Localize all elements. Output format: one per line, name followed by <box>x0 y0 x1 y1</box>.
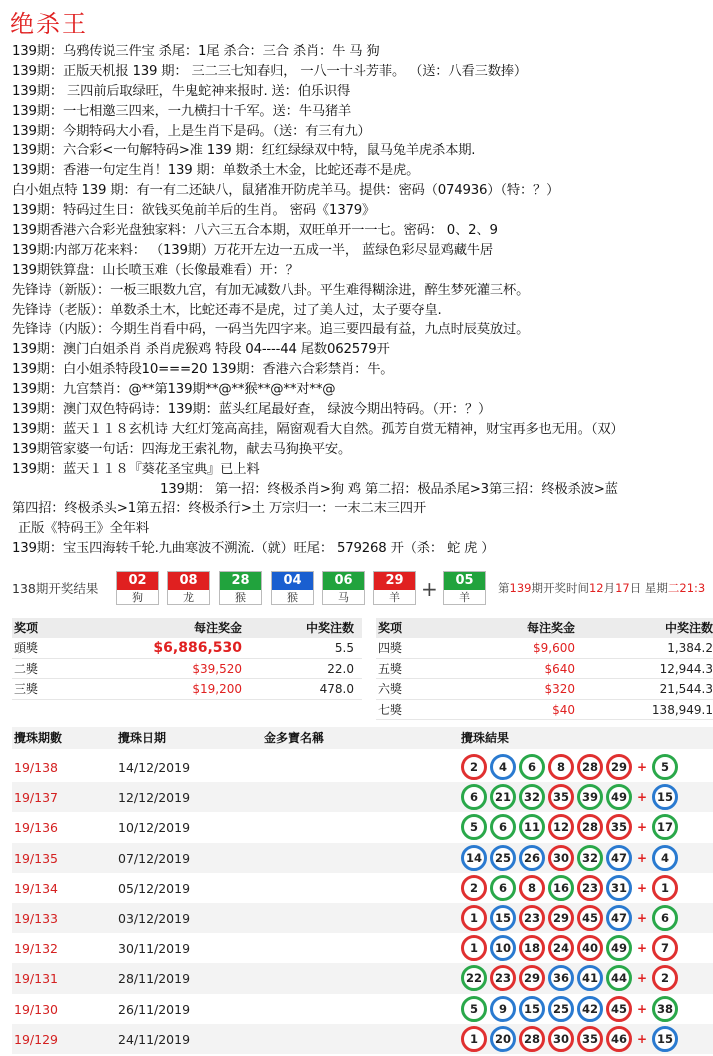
draw-period: 19/138 <box>14 760 58 775</box>
ball-zodiac: 狗 <box>132 591 143 604</box>
text-line: 139期：蓝天１１８『葵花圣宝典』已上料 <box>12 461 260 477</box>
table-row <box>12 903 713 933</box>
number-ball: 32 <box>577 845 603 871</box>
draw-date: 14/12/2019 <box>118 760 191 775</box>
next-day-unit: 日 星期 <box>629 581 668 595</box>
header-name: 奖项 <box>14 621 39 635</box>
number-ball: 25 <box>490 845 516 871</box>
number-ball: 35 <box>577 1026 603 1052</box>
text-line: 先锋诗（新版）：一板三眼数九宫，有加无减数八卦。平生难得糊涂进，醉生梦死灌三杯。 <box>12 282 530 298</box>
next-period: 139 <box>509 581 532 595</box>
text-line: 先锋诗（老版）：单数杀土木，比蛇还毒不是虎，过了美人过，太子要夺皇. <box>12 302 442 318</box>
text-line: 139期：今期特码大小看，上是生肖下是码。（送：有三有九） <box>12 123 371 139</box>
number-ball: 8 <box>548 754 574 780</box>
prize-count: 1,384.2 <box>667 641 713 655</box>
draw-date: 03/12/2019 <box>118 911 191 926</box>
text-line: 白小姐点特 139 期：有一有二还缺八，鼠猪准开防虎羊马。提供：密码（074936）（特：？） <box>12 183 560 199</box>
number-ball: 28 <box>577 814 603 840</box>
prize-header <box>376 618 713 638</box>
text-line: 先锋诗（内版）：今期生肖看中码，一码当先四字来。追三要四最有益，九点时辰莫放过。 <box>12 322 530 338</box>
number-ball: 24 <box>548 935 574 961</box>
extra-ball: 2 <box>652 965 678 991</box>
result-ball <box>219 571 262 605</box>
draw-date: 07/12/2019 <box>118 850 191 866</box>
number-ball: 5 <box>461 996 487 1022</box>
draw-period: 19/137 <box>14 790 58 806</box>
next-day: 17 <box>615 581 630 595</box>
ball-number: 05 <box>444 572 485 590</box>
number-ball: 18 <box>519 935 545 961</box>
number-ball: 6 <box>519 754 545 780</box>
extra-ball: 4 <box>652 845 678 871</box>
prize-count: 478.0 <box>319 682 354 696</box>
extra-ball: 7 <box>652 935 678 961</box>
number-ball: 42 <box>577 996 603 1022</box>
table-row <box>12 963 713 993</box>
text-line: 139期管家婆一句话：四海龙王索礼物，献去马狗换平安。 <box>12 441 352 457</box>
number-ball: 28 <box>519 1026 545 1052</box>
result-ball <box>322 571 365 605</box>
prize-count: 21,544.3 <box>659 682 713 696</box>
result-ball <box>116 571 159 605</box>
number-ball: 28 <box>577 754 603 780</box>
prize-table-left <box>12 618 362 700</box>
draw-date: 26/11/2019 <box>118 1001 191 1017</box>
text-line: 139期：宝玉四海转千轮.九曲寒波不溯流.（就）旺尾： 579268 开（杀： 蛇 虎 ） <box>12 541 495 557</box>
number-ball: 26 <box>519 845 545 871</box>
header-count: 中奖注数 <box>305 621 354 635</box>
number-ball: 11 <box>519 814 545 840</box>
number-ball: 1 <box>461 1026 487 1052</box>
plus-sign: + <box>636 880 648 895</box>
table-row <box>12 812 713 842</box>
number-ball: 20 <box>490 1026 516 1052</box>
number-ball: 25 <box>548 996 574 1022</box>
header-amount: 每注奖金 <box>526 621 575 635</box>
number-ball: 35 <box>548 784 574 810</box>
table-row <box>12 994 713 1024</box>
prize-amount: $640 <box>544 661 575 676</box>
text-line: 139期：九宫禁肖：@**第139期**@**猴**@**对**@ <box>12 382 336 398</box>
prize-amount: $6,886,530 <box>153 640 242 656</box>
number-ball: 32 <box>519 784 545 810</box>
draw-period: 19/130 <box>14 1001 58 1017</box>
prize-amount: $320 <box>544 682 575 696</box>
text-line: 139期：乌鸦传说三件宝 杀尾：1尾 杀合：三合 杀肖：牛 马 狗 <box>12 44 380 59</box>
text-line: 正版《特码王》全年料 <box>18 521 149 537</box>
extra-ball: 17 <box>652 814 678 840</box>
next-month: 12 <box>588 581 604 595</box>
header-amount: 每注奖金 <box>193 621 242 635</box>
prize-row <box>12 638 362 659</box>
draw-date: 28/11/2019 <box>118 971 191 987</box>
plus-sign: + <box>636 911 648 925</box>
number-ball: 49 <box>606 784 632 810</box>
prize-count: 5.5 <box>334 641 354 655</box>
draw-balls <box>461 875 681 901</box>
prize-amount: $9,600 <box>533 641 575 655</box>
text-line: 139期铁算盘：山长喷玉难（长像最难看）开：？ <box>12 262 299 278</box>
draw-period: 19/132 <box>14 941 58 957</box>
next-prefix: 第 <box>498 581 510 595</box>
next-month-unit: 月 <box>603 581 616 595</box>
draw-period: 19/129 <box>14 1031 58 1047</box>
draw-results-bar <box>0 571 713 607</box>
number-ball: 41 <box>577 965 603 991</box>
text-line: 139期：一七相邀三四来，一九横扫十千军。送：牛马猪羊 <box>12 103 352 119</box>
result-ball <box>271 571 314 605</box>
number-ball: 15 <box>490 905 516 931</box>
draw-label: 138期开奖结果 <box>12 581 99 596</box>
ball-number: 29 <box>374 572 415 590</box>
extra-ball: 1 <box>652 875 678 901</box>
ball-number: 06 <box>323 572 364 590</box>
draw-date: 05/12/2019 <box>118 880 191 896</box>
draw-date: 30/11/2019 <box>118 941 191 957</box>
next-mid: 期开奖时间 <box>531 581 589 595</box>
prize-count: 138,949.1 <box>651 702 713 717</box>
number-ball: 6 <box>490 875 516 901</box>
number-ball: 10 <box>490 935 516 961</box>
text-line: 139期：六合彩<一句解特码>准 139 期：红红绿绿双中特，鼠马兔羊虎杀本期. <box>12 143 476 159</box>
table-row <box>12 752 713 782</box>
ball-zodiac: 猴 <box>235 591 246 604</box>
text-line: 139期：澳门白姐杀肖 杀肖虎猴鸡 特段 04----44 尾数062579开 <box>12 342 390 358</box>
ball-zodiac: 龙 <box>183 591 194 604</box>
number-ball: 39 <box>577 784 603 810</box>
draw-balls <box>461 935 681 961</box>
prize-name: 頭獎 <box>14 641 39 655</box>
extra-ball: 5 <box>652 754 678 780</box>
draw-balls <box>461 905 681 931</box>
header-name: 奖项 <box>378 621 403 635</box>
header-period: 攪珠期數 <box>14 731 63 745</box>
prize-name: 四獎 <box>378 641 403 655</box>
plus-sign: + <box>421 577 438 601</box>
number-ball: 4 <box>490 754 516 780</box>
number-ball: 23 <box>519 905 545 931</box>
history-header <box>12 727 713 749</box>
table-row <box>12 933 713 963</box>
prize-name: 三獎 <box>14 682 39 696</box>
draw-period: 19/136 <box>14 820 58 836</box>
number-ball: 40 <box>577 935 603 961</box>
next-weekday: 二21:3 <box>667 581 706 595</box>
header-results: 攪珠結果 <box>461 731 510 745</box>
ball-number: 08 <box>168 572 209 590</box>
prize-header <box>12 618 362 638</box>
draw-date: 24/11/2019 <box>118 1031 191 1047</box>
number-ball: 44 <box>606 965 632 991</box>
draw-balls <box>461 845 681 871</box>
number-ball: 6 <box>490 814 516 840</box>
prize-amount: $19,200 <box>192 682 242 696</box>
ball-zodiac: 羊 <box>459 591 470 604</box>
text-line: 第四招：终极杀头>1第五招：终极杀行>土 万宗归一：一末二末三四开 <box>12 501 426 517</box>
prize-name: 五獎 <box>378 661 403 676</box>
number-ball: 29 <box>548 905 574 931</box>
number-ball: 47 <box>606 905 632 931</box>
number-ball: 1 <box>461 935 487 961</box>
number-ball: 31 <box>606 875 632 901</box>
plus-sign: + <box>636 790 648 805</box>
draw-period: 19/131 <box>14 971 58 987</box>
text-line: 139期： 第一招：终极杀肖>狗 鸡 第二招：极品杀尾>3第三招：终极杀波>蓝 <box>160 481 618 497</box>
number-ball: 35 <box>606 814 632 840</box>
number-ball: 45 <box>577 905 603 931</box>
draw-balls <box>461 814 681 840</box>
prize-row <box>12 679 362 700</box>
header-date: 攪珠日期 <box>118 731 167 745</box>
text-line: 139期：香港一句定生肖！139 期：单数杀土木金，比蛇还毒不是虎。 <box>12 163 420 179</box>
number-ball: 36 <box>548 965 574 991</box>
number-ball: 12 <box>548 814 574 840</box>
page-title: 绝杀王 <box>10 10 88 38</box>
prize-amount: $40 <box>552 702 575 717</box>
number-ball: 21 <box>490 784 516 810</box>
number-ball: 1 <box>461 905 487 931</box>
table-row <box>12 1024 713 1054</box>
draw-balls <box>461 1026 681 1052</box>
prize-row <box>12 659 362 680</box>
prize-table-right <box>376 618 713 720</box>
header-name: 金多寶名稱 <box>264 731 325 745</box>
table-row <box>12 782 713 812</box>
table-row <box>12 843 713 873</box>
number-ball: 23 <box>577 875 603 901</box>
text-line: 139期：白小姐杀特段10===20 139期：香港六合彩禁肖：牛。 <box>12 362 394 378</box>
result-ball <box>167 571 210 605</box>
draw-period: 19/133 <box>14 911 58 926</box>
number-ball: 2 <box>461 875 487 901</box>
ball-number: 02 <box>117 572 158 590</box>
number-ball: 30 <box>548 845 574 871</box>
ball-number: 28 <box>220 572 261 590</box>
number-ball: 15 <box>519 996 545 1022</box>
plus-sign: + <box>636 1031 648 1046</box>
header-count: 中奖注数 <box>664 621 713 635</box>
extra-ball: 15 <box>652 1026 678 1052</box>
text-line: 139期： 三四前后取绿旺，牛鬼蛇神来报时. 送：伯乐识得 <box>12 83 351 99</box>
draw-balls <box>461 965 681 991</box>
number-ball: 46 <box>606 1026 632 1052</box>
prize-count: 12,944.3 <box>659 661 713 676</box>
number-ball: 8 <box>519 875 545 901</box>
prize-name: 六獎 <box>378 682 403 696</box>
number-ball: 5 <box>461 814 487 840</box>
prediction-lines <box>0 42 713 559</box>
number-ball: 29 <box>519 965 545 991</box>
ball-number: 04 <box>272 572 313 590</box>
number-ball: 49 <box>606 935 632 961</box>
result-ball <box>373 571 416 605</box>
draw-date: 10/12/2019 <box>118 820 191 836</box>
text-line: 139期：蓝天１１８玄机诗 大红灯笼高高挂，隔窗观看大自然。孤芳自赏无精神，财宝再多也无用。（双） <box>12 421 624 437</box>
text-line: 139期：正版天机报 139 期： 三二三七知春归， 一八一十斗芳菲。 （送：八看三数捧） <box>12 63 527 79</box>
number-ball: 6 <box>461 784 487 810</box>
text-line: 139期香港六合彩光盘独家料：八六三五合本期，双旺单开一一七。密码： 0、2、9 <box>12 223 498 239</box>
ball-zodiac: 羊 <box>389 591 400 604</box>
plus-sign: + <box>636 820 648 835</box>
prize-name: 七獎 <box>378 702 403 717</box>
number-ball: 9 <box>490 996 516 1022</box>
extra-ball: 38 <box>652 996 678 1022</box>
text-line: 139期：特码过生日：欲钱买兔前羊后的生肖。 密码《1379》 <box>12 203 376 219</box>
number-ball: 14 <box>461 845 487 871</box>
table-row <box>12 873 713 903</box>
ball-zodiac: 猴 <box>287 591 298 604</box>
number-ball: 29 <box>606 754 632 780</box>
number-ball: 22 <box>461 965 487 991</box>
number-ball: 30 <box>548 1026 574 1052</box>
draw-date: 12/12/2019 <box>118 790 191 806</box>
extra-ball: 6 <box>652 905 678 931</box>
plus-sign: + <box>636 850 648 865</box>
draw-balls <box>461 996 681 1022</box>
plus-sign: + <box>636 760 648 774</box>
prize-row <box>376 700 713 721</box>
prize-amount: $39,520 <box>192 661 242 676</box>
number-ball: 2 <box>461 754 487 780</box>
text-line: 139期:内部万花来料： （139期）万花开左边一五成一半， 蓝绿色彩尽显鸡藏牛居 <box>12 242 493 258</box>
prize-count: 22.0 <box>327 661 354 676</box>
number-ball: 16 <box>548 875 574 901</box>
draw-period: 19/135 <box>14 850 58 866</box>
number-ball: 23 <box>490 965 516 991</box>
ball-zodiac: 马 <box>338 591 349 604</box>
plus-sign: + <box>636 1001 648 1016</box>
text-line: 139期：澳门双色特码诗：139期：蓝头红尾最好查， 绿波今期出特码。（开：？） <box>12 402 492 418</box>
plus-sign: + <box>636 941 648 956</box>
draw-balls <box>461 754 681 780</box>
prize-row <box>376 679 713 700</box>
plus-sign: + <box>636 971 648 986</box>
prize-row <box>376 638 713 659</box>
draw-period: 19/134 <box>14 880 58 896</box>
prize-row <box>376 659 713 680</box>
special-ball <box>443 571 486 605</box>
prize-name: 二獎 <box>14 661 39 676</box>
extra-ball: 15 <box>652 784 678 810</box>
next-draw-info <box>498 580 705 596</box>
number-ball: 45 <box>606 996 632 1022</box>
draw-balls <box>461 784 681 810</box>
number-ball: 47 <box>606 845 632 871</box>
